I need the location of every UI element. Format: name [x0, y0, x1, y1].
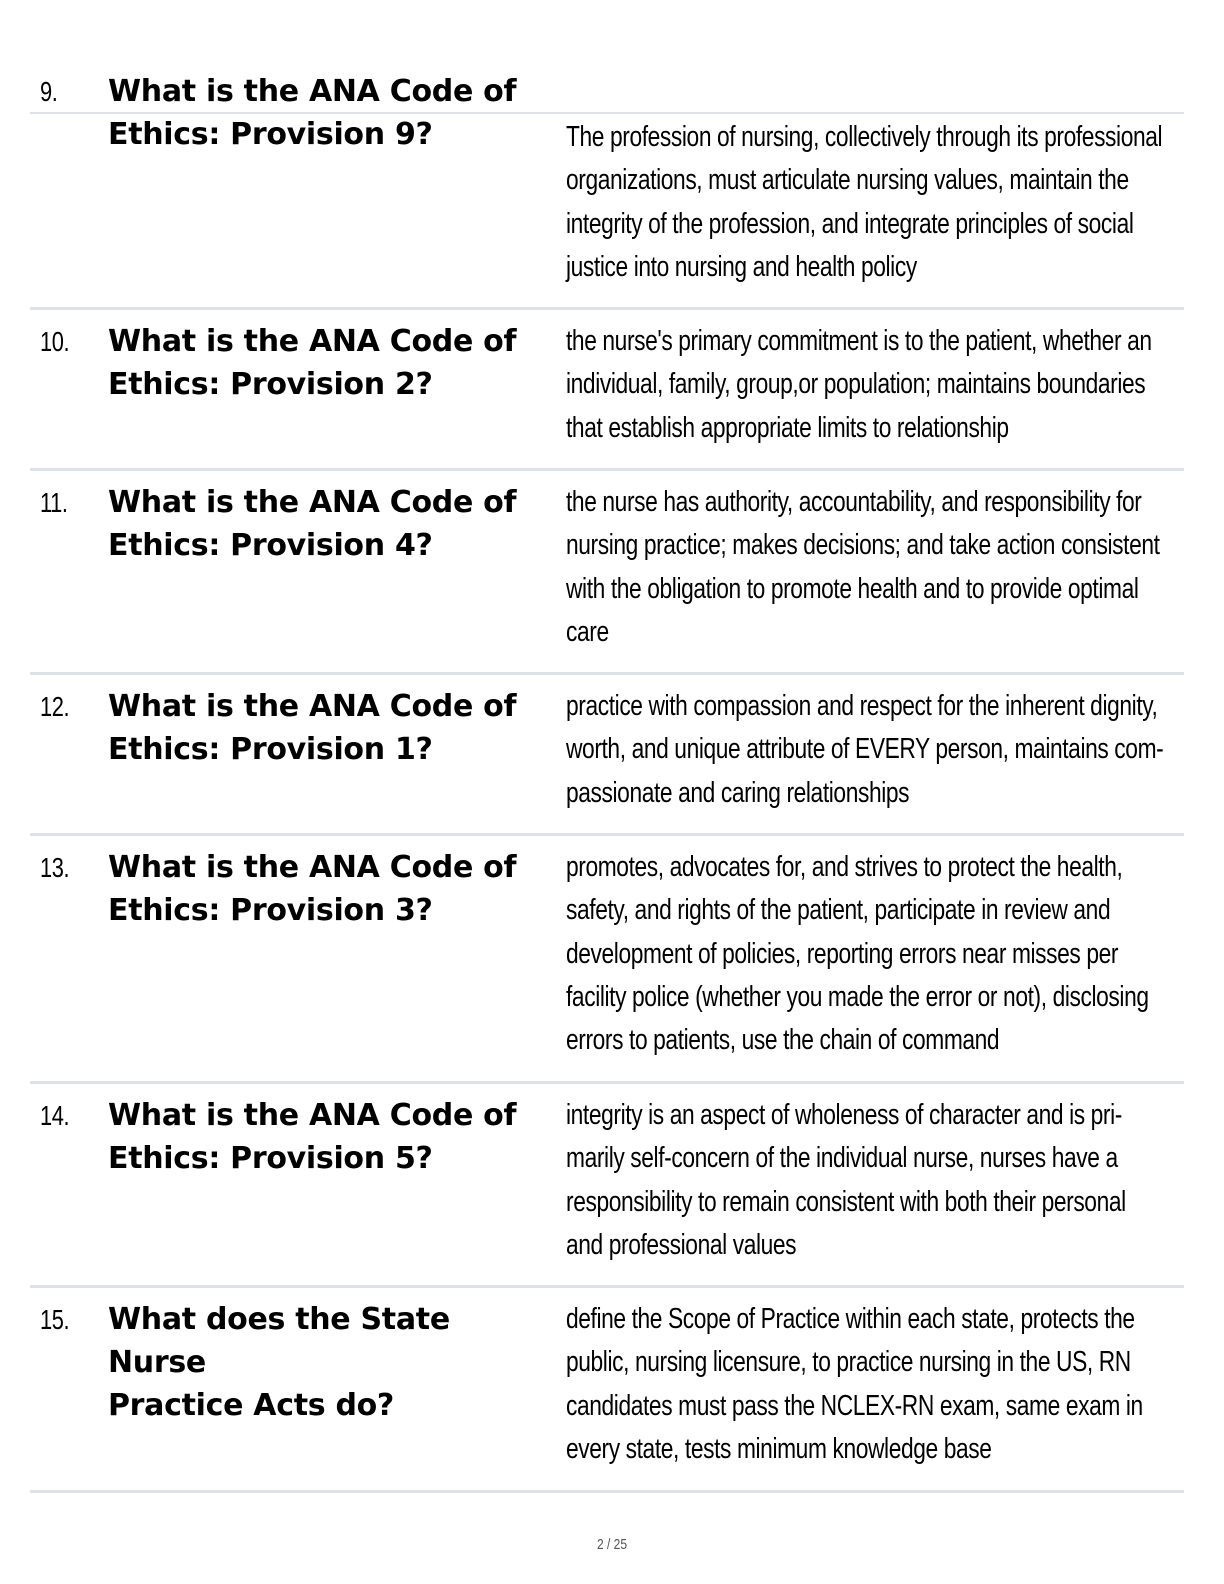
card-number: 11.	[40, 487, 68, 518]
definition-line: facility police (whether you made the error or not), disclosing	[566, 980, 1149, 1013]
card-term	[108, 685, 548, 771]
card-number: 14.	[40, 1100, 70, 1131]
definition-line: every state, tests minimum knowledge base	[566, 1432, 992, 1465]
term-line: Ethics: Provision 9?	[108, 117, 433, 152]
definition-line: promotes, advocates for, and strives to protect the health,	[566, 851, 1123, 883]
definition-line: responsibility to remain consistent with both their personal	[566, 1185, 1126, 1218]
flashcard	[30, 1084, 1184, 1288]
card-number: 13.	[40, 852, 70, 883]
card-definition	[566, 685, 1163, 815]
card-definition	[566, 320, 1163, 450]
term-line: What does the State Nurse	[108, 1302, 450, 1380]
term-line: Ethics: Provision 3?	[108, 893, 433, 928]
definition-line: the nurse's primary commitment is to the patient, whether an	[566, 325, 1152, 357]
definition-line: nursing practice; makes decisions; and take action consistent	[566, 529, 1160, 562]
card-term	[108, 320, 548, 406]
definition-line: integrity is an aspect of wholeness of character and is pri-	[566, 1099, 1122, 1131]
definition-line: safety, and rights of the patient, participate in review and	[566, 894, 1111, 927]
definition-line: the nurse has authority, accountability, and responsibility for	[566, 486, 1142, 518]
definition-line: marily self-concern of the individual nurse, nurses have a	[566, 1142, 1118, 1175]
card-number: 10.	[40, 326, 70, 357]
card-definition	[566, 481, 1163, 654]
flashcard	[30, 675, 1184, 836]
card-term	[108, 846, 548, 932]
card-number: 15.	[40, 1304, 70, 1335]
definition-line: development of policies, reporting errors near misses per	[566, 937, 1119, 970]
definition-line: The profession of nursing, collectively through its professional	[566, 121, 1163, 153]
card-definition	[566, 846, 1163, 1062]
term-line: What is the ANA Code of	[108, 850, 517, 885]
definition-line: practice with compassion and respect for the inherent dignity,	[566, 690, 1158, 722]
term-line: What is the ANA Code of	[108, 485, 517, 520]
card-term	[108, 1094, 548, 1180]
term-line: Practice Acts do?	[108, 1388, 395, 1423]
definition-line: passionate and caring relationships	[566, 776, 910, 809]
definition-line: organizations, must articulate nursing values, maintain the	[566, 164, 1129, 197]
definition-line: that establish appropriate limits to relationship	[566, 411, 1009, 444]
term-line: Ethics: Provision 1?	[108, 732, 433, 767]
flashcard	[30, 836, 1184, 1084]
card-term	[108, 481, 548, 567]
definition-line: candidates must pass the NCLEX-RN exam, same exam in	[566, 1389, 1143, 1422]
card-definition	[566, 1298, 1163, 1471]
term-line: What is the ANA Code of	[108, 74, 517, 109]
card-definition	[566, 116, 1163, 289]
definition-line: errors to patients, use the chain of command	[566, 1024, 1000, 1057]
definition-line: and professional values	[566, 1228, 797, 1261]
definition-line: public, nursing licensure, to practice nursing in the US, RN	[566, 1346, 1131, 1379]
card-number: 9.	[40, 76, 58, 107]
definition-line: worth, and unique attribute of EVERY person, maintains com-	[566, 733, 1164, 766]
definition-line: with the obligation to promote health and to provide optimal	[566, 572, 1139, 605]
term-line: Ethics: Provision 2?	[108, 367, 433, 402]
term-line: What is the ANA Code of	[108, 324, 517, 359]
definition-line: individual, family, group,or population; maintains boundaries	[566, 368, 1146, 401]
flashcard	[30, 471, 1184, 675]
card-term	[108, 70, 548, 156]
card-definition	[566, 1094, 1163, 1267]
card-number: 12.	[40, 691, 70, 722]
page-number: 2 / 25	[596, 1536, 628, 1553]
definition-line: integrity of the profession, and integrate principles of social	[566, 207, 1134, 240]
flashcard	[30, 310, 1184, 471]
definition-line: define the Scope of Practice within each state, protects the	[566, 1303, 1135, 1335]
term-line: What is the ANA Code of	[108, 689, 517, 724]
term-line: What is the ANA Code of	[108, 1098, 517, 1133]
definition-line: care	[566, 615, 609, 648]
definition-line: justice into nursing and health policy	[566, 250, 917, 283]
card-term	[108, 1298, 548, 1427]
term-line: Ethics: Provision 4?	[108, 528, 433, 563]
flashcard	[30, 1288, 1184, 1493]
term-line: Ethics: Provision 5?	[108, 1141, 433, 1176]
flashcard	[30, 0, 1184, 310]
